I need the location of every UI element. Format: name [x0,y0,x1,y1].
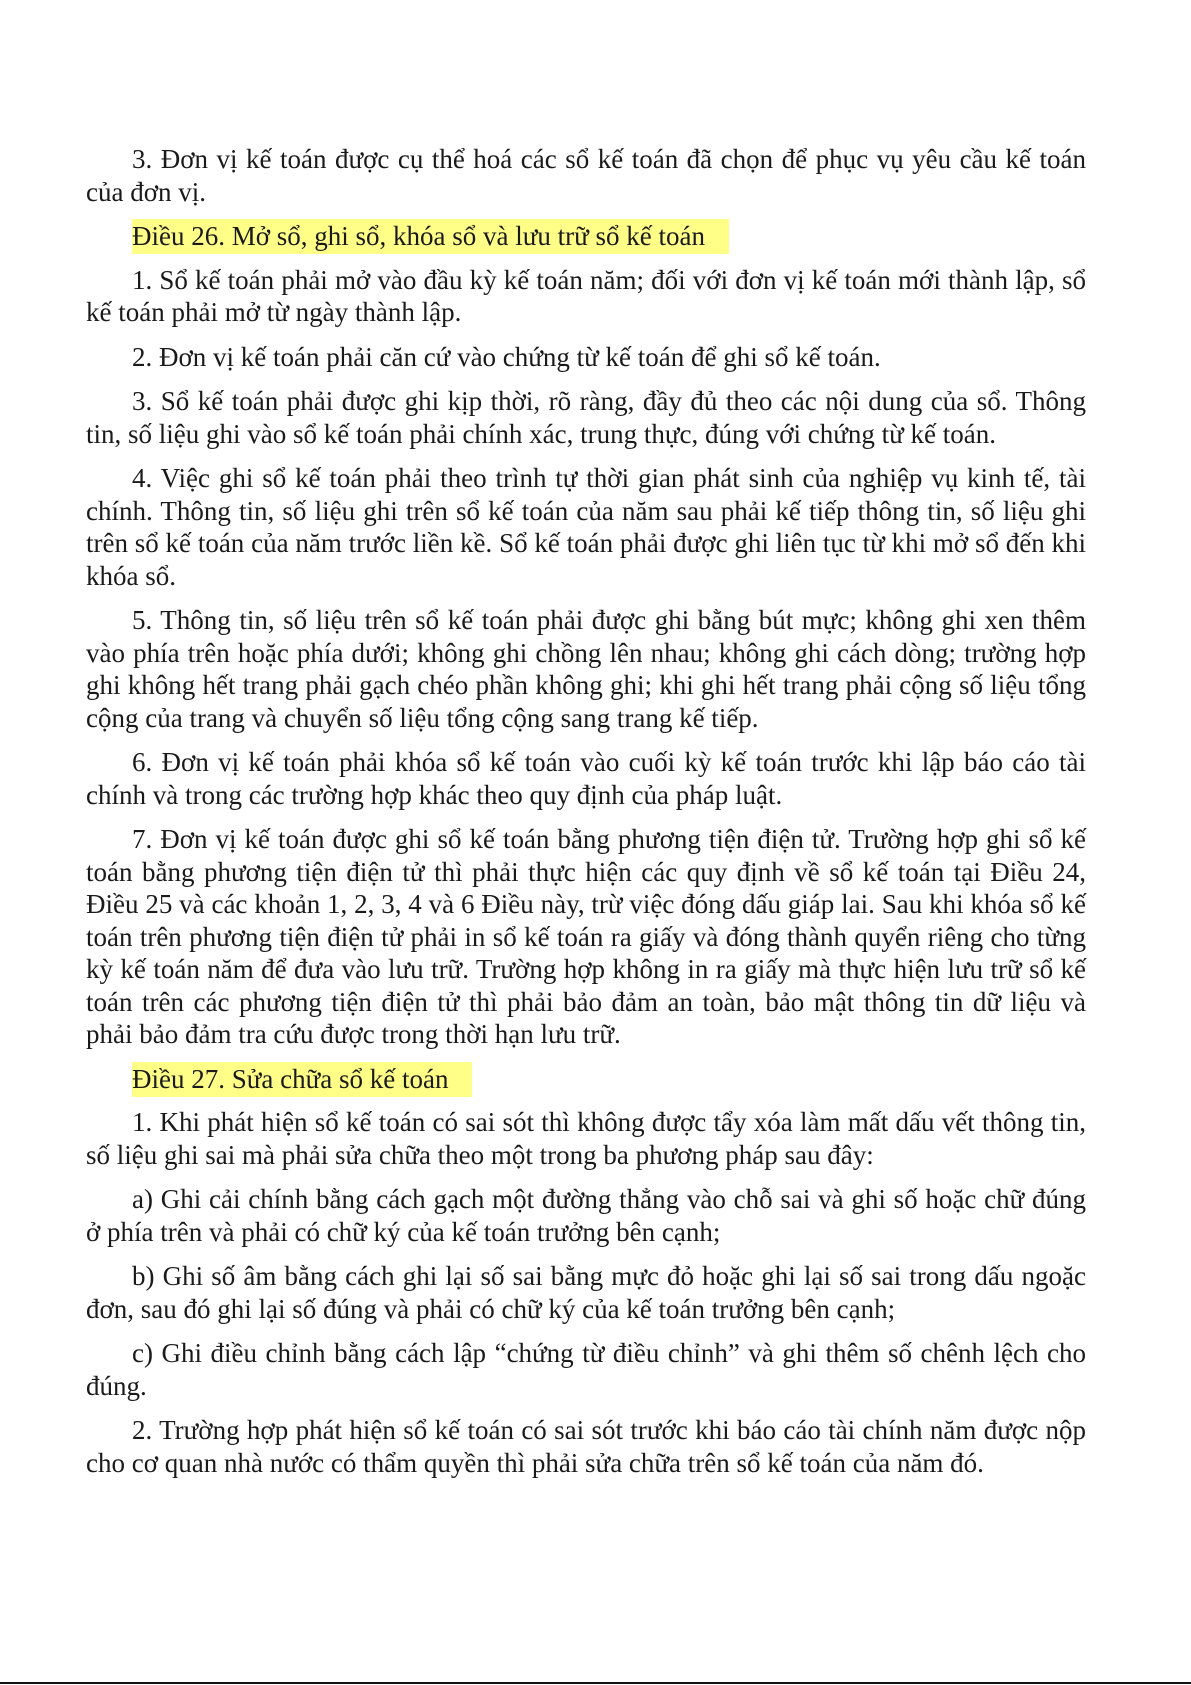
paragraph-26-3: 3. Sổ kế toán phải được ghi kịp thời, rõ ràng, đầy đủ theo các nội dung của sổ. Thông tin, số liệu ghi vào sổ kế toán phải chính xác, trung thực, đúng với chứng từ kế toán. [86,386,1086,449]
paragraph-3-cu-the-hoa: 3. Đơn vị kế toán được cụ thể hoá các sổ kế toán đã chọn để phục vụ yêu cầu kế toán của đơn vị. [86,144,1086,207]
heading-dieu-26 [132,220,1086,253]
paragraph-27-1b: b) Ghi số âm bằng cách ghi lại số sai bằng mực đỏ hoặc ghi lại số sai trong dấu ngoặc đơn, sau đó ghi lại số đúng và phải có chữ ký của kế toán trưởng bên cạnh; [86,1261,1086,1324]
paragraph-26-5: 5. Thông tin, số liệu trên sổ kế toán phải được ghi bằng bút mực; không ghi xen thêm vào phía trên hoặc phía dưới; không ghi chồng lên nhau; không ghi cách dòng; trường hợp ghi không hết trang phải gạch chéo phần không ghi; khi ghi hết trang phải cộng số liệu tổng cộng của trang và chuyển số liệu tổng cộng sang trang kế tiếp. [86,605,1086,733]
document-body [86,143,1086,1491]
paragraph-27-1a: a) Ghi cải chính bằng cách gạch một đường thẳng vào chỗ sai và ghi số hoặc chữ đúng ở phía trên và phải có chữ ký của kế toán trưởng bên cạnh; [86,1184,1086,1247]
paragraph-26-4: 4. Việc ghi sổ kế toán phải theo trình tự thời gian phát sinh của nghiệp vụ kinh tế, tài chính. Thông tin, số liệu ghi trên sổ kế toán của năm sau phải kế tiếp thông tin, số liệu ghi trên sổ kế toán của năm trước liền kề. Sổ kế toán phải được ghi liên tục từ khi mở sổ đến khi khóa sổ. [86,463,1086,591]
heading-dieu-27-text: Điều 27. Sửa chữa sổ kế toán [132,1062,472,1097]
heading-dieu-26-text: Điều 26. Mở sổ, ghi sổ, khóa sổ và lưu trữ sổ kế toán [132,219,729,254]
paragraph-27-1: 1. Khi phát hiện sổ kế toán có sai sót thì không được tẩy xóa làm mất dấu vết thông tin, số liệu ghi sai mà phải sửa chữa theo một trong ba phương pháp sau đây: [86,1107,1086,1170]
paragraph-27-2: 2. Trường hợp phát hiện sổ kế toán có sai sót trước khi báo cáo tài chính năm được nộp cho cơ quan nhà nước có thẩm quyền thì phải sửa chữa trên sổ kế toán của năm đó. [86,1415,1086,1478]
heading-dieu-27 [132,1063,1086,1096]
page-bottom-rule [0,1682,1191,1684]
paragraph-27-1c: c) Ghi điều chỉnh bằng cách lập “chứng từ điều chỉnh” và ghi thêm số chênh lệch cho đúng. [86,1338,1086,1401]
paragraph-26-6: 6. Đơn vị kế toán phải khóa sổ kế toán vào cuối kỳ kế toán trước khi lập báo cáo tài chính và trong các trường hợp khác theo quy định của pháp luật. [86,747,1086,810]
paragraph-26-7: 7. Đơn vị kế toán được ghi sổ kế toán bằng phương tiện điện tử. Trường hợp ghi sổ kế toán bằng phương tiện điện tử thì phải thực hiện các quy định về sổ kế toán tại Điều 24, Điều 25 và các khoản 1, 2, 3, 4 và 6 Điều này, trừ việc đóng dấu giáp lai. Sau khi khóa sổ kế toán trên phương tiện điện tử phải in sổ kế toán ra giấy và đóng thành quyển riêng cho từng kỳ kế toán năm để đưa vào lưu trữ. Trường hợp không in ra giấy mà thực hiện lưu trữ sổ kế toán trên các phương tiện điện tử thì phải bảo đảm an toàn, bảo mật thông tin dữ liệu và phải bảo đảm tra cứu được trong thời hạn lưu trữ. [86,824,1086,1049]
paragraph-26-1: 1. Sổ kế toán phải mở vào đầu kỳ kế toán năm; đối với đơn vị kế toán mới thành lập, sổ kế toán phải mở từ ngày thành lập. [86,264,1086,327]
paragraph-26-2: 2. Đơn vị kế toán phải căn cứ vào chứng từ kế toán để ghi sổ kế toán. [132,341,881,372]
